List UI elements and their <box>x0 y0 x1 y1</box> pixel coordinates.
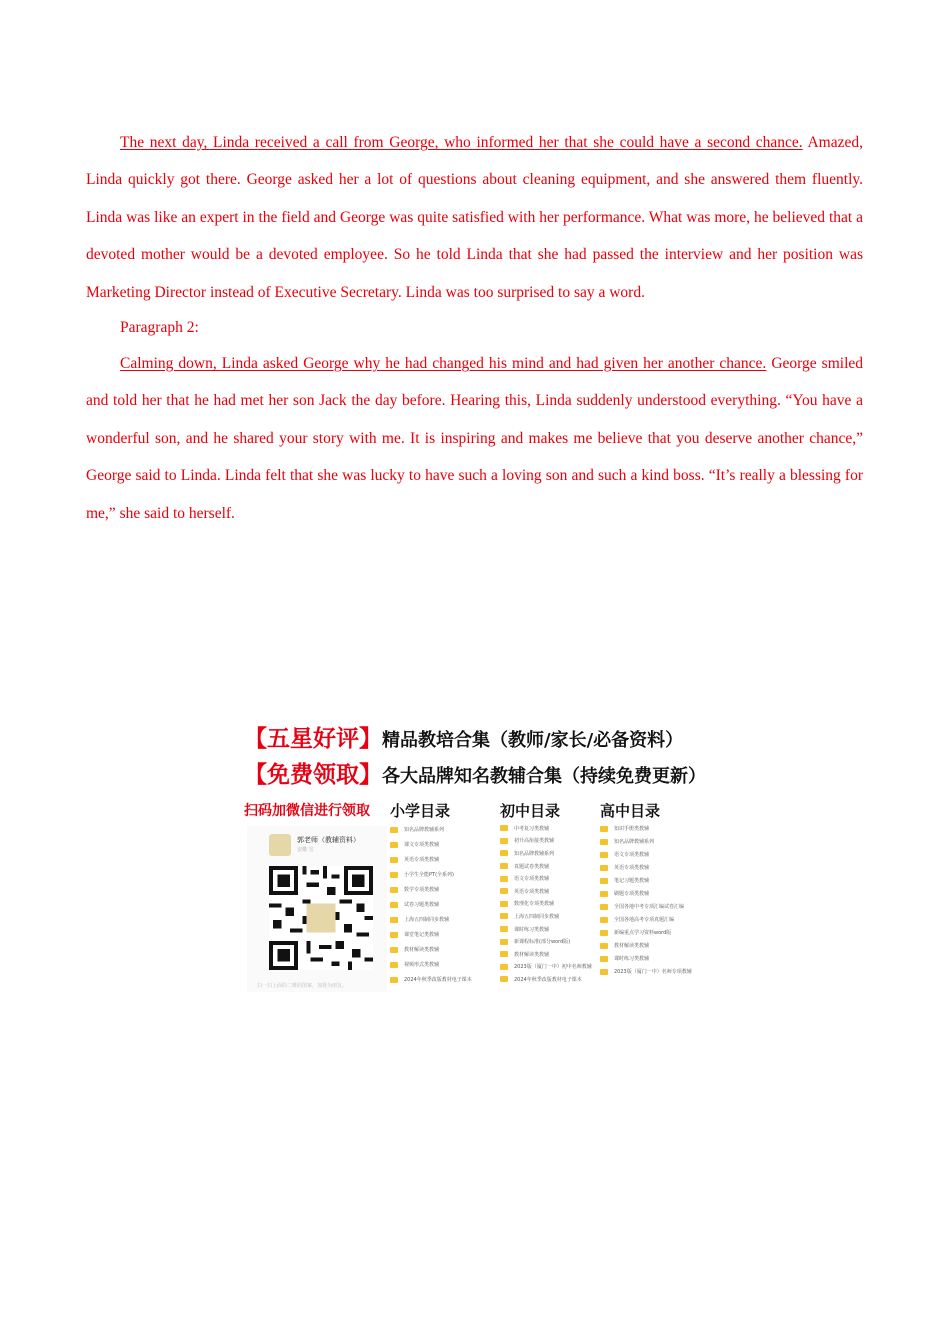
folder-icon <box>600 917 608 923</box>
banner-line-2-black: 各大品牌知名教辅合集（持续免费更新） <box>382 766 706 787</box>
list-item[interactable]: 知名品牌教辅系列 <box>600 835 692 848</box>
folder-icon <box>600 930 608 936</box>
qr-footer-text: 扫一扫上面的二维码图案，加我为朋友。 <box>257 983 348 989</box>
folder-icon <box>390 842 398 848</box>
folder-icon <box>600 943 608 949</box>
qr-contact-region: 安徽 宣 <box>297 847 314 853</box>
list-item[interactable]: 英语专项类教辅 <box>500 885 592 898</box>
list-item[interactable]: 数理化专项类教辅 <box>500 898 592 911</box>
paragraph-2-underlined: Calming down, Linda asked George why he had changed his mind and had given her another chance. <box>120 355 767 373</box>
folder-icon <box>500 913 508 919</box>
list-item[interactable]: 语文专项类教辅 <box>500 872 592 885</box>
folder-icon <box>390 977 398 983</box>
list-item[interactable]: 教材解读类教辅 <box>600 939 692 952</box>
folder-icon <box>500 825 508 831</box>
list-item[interactable]: 教材解读类教辅 <box>390 942 472 957</box>
list-item[interactable]: 2023版（厦门一中）初中名师教辅 <box>500 961 592 974</box>
folder-icon <box>500 850 508 856</box>
folder-icon <box>390 827 398 833</box>
document-body <box>86 124 863 532</box>
paragraph-1 <box>86 124 863 311</box>
list-primary <box>390 822 472 987</box>
paragraph-2-label: Paragraph 2: <box>120 319 199 337</box>
folder-icon <box>600 878 608 884</box>
banner-line-2 <box>244 758 708 794</box>
folder-icon <box>600 969 608 975</box>
folder-icon <box>390 857 398 863</box>
list-item[interactable]: 英语专项类教辅 <box>600 861 692 874</box>
list-item[interactable]: 试卷习题类教辅 <box>390 897 472 912</box>
list-item[interactable]: 小学生全能PT(全系列) <box>390 867 472 882</box>
folder-icon <box>500 876 508 882</box>
folder-icon <box>500 939 508 945</box>
qr-card <box>247 826 387 992</box>
list-item[interactable]: 知名品牌教辅系列 <box>390 822 472 837</box>
folder-icon <box>500 964 508 970</box>
scan-instruction: 扫码加微信进行领取 <box>244 803 370 819</box>
banner-line-2-red: 【免费领取】 <box>244 762 382 788</box>
banner-line-1-black: 精品教培合集（教师/家长/必备资料） <box>382 730 684 751</box>
list-item[interactable]: 课时练习类教辅 <box>500 923 592 936</box>
list-item[interactable]: 知识手册类教辅 <box>600 822 692 835</box>
list-item[interactable]: 2023版（厦门一中）名师专项教辅 <box>600 965 692 978</box>
folder-icon <box>390 887 398 893</box>
folder-icon <box>390 917 398 923</box>
list-item[interactable]: 2024年秋季改版教材电子课本 <box>500 973 592 986</box>
list-item[interactable]: 语文专项类教辅 <box>600 848 692 861</box>
list-item[interactable]: 新编重点学习资料word版 <box>600 926 692 939</box>
folder-icon <box>390 932 398 938</box>
col-title-junior: 初中目录 <box>500 802 561 820</box>
folder-icon <box>500 926 508 932</box>
folder-icon <box>500 901 508 907</box>
list-item[interactable]: 全国各地高考专项真题汇编 <box>600 913 692 926</box>
banner-line-1 <box>244 722 708 758</box>
folder-icon <box>390 902 398 908</box>
list-item[interactable]: 视频形式类教辅 <box>390 957 472 972</box>
folder-icon <box>500 976 508 982</box>
list-item[interactable]: 刷题专项类教辅 <box>600 887 692 900</box>
folder-icon <box>600 852 608 858</box>
folder-icon <box>390 872 398 878</box>
list-item[interactable]: 数学专项类教辅 <box>390 882 472 897</box>
folder-icon <box>500 863 508 869</box>
list-item[interactable]: 新课程标准(部分word版) <box>500 935 592 948</box>
banner-line-1-red: 【五星好评】 <box>244 726 382 752</box>
list-item[interactable]: 课堂笔记类教辅 <box>390 927 472 942</box>
list-senior <box>600 822 692 978</box>
folder-icon <box>500 838 508 844</box>
folder-icon <box>600 839 608 845</box>
col-title-primary: 小学目录 <box>390 802 451 820</box>
list-item[interactable]: 知名品牌教辅系列 <box>500 847 592 860</box>
folder-icon <box>600 865 608 871</box>
paragraph-2 <box>86 345 863 532</box>
folder-icon <box>390 962 398 968</box>
list-item[interactable]: 英语专项类教辅 <box>390 852 472 867</box>
folder-icon <box>500 951 508 957</box>
qr-contact-name: 郭老师（教辅资料） <box>297 836 360 844</box>
list-item[interactable]: 笔记习题类教辅 <box>600 874 692 887</box>
avatar <box>269 834 291 856</box>
folder-icon <box>390 947 398 953</box>
list-item[interactable]: 课文专项类教辅 <box>390 837 472 852</box>
folder-icon <box>600 891 608 897</box>
paragraph-1-text: Amazed, Linda quickly got there. George asked her a lot of questions about cleaning equipment, and she answered them fluently. Linda was like an expert in the field and George was quite satisfied with her performance. What was more, he believed that a devoted mother would be a devoted employee. So he told Linda that she had passed the interview and her position was Marketing Director instead of Executive Secretary. Linda was too surprised to say a word. <box>86 134 863 301</box>
banner-column-headers <box>244 800 708 822</box>
folder-icon <box>500 888 508 894</box>
list-item[interactable]: 上海五四制同步教辅 <box>500 910 592 923</box>
list-item[interactable]: 课时练习类教辅 <box>600 952 692 965</box>
list-item[interactable]: 上海五四制同步教辅 <box>390 912 472 927</box>
paragraph-1-underlined: The next day, Linda received a call from George, who informed her that she could have a second chance. <box>120 134 803 151</box>
col-title-senior: 高中目录 <box>600 802 661 820</box>
list-item[interactable]: 教材解读类教辅 <box>500 948 592 961</box>
list-item[interactable]: 全国各地中考专项汇编试卷汇编 <box>600 900 692 913</box>
folder-icon <box>600 826 608 832</box>
list-item[interactable]: 中考复习类教辅 <box>500 822 592 835</box>
list-item[interactable]: 真题试卷类教辅 <box>500 860 592 873</box>
list-junior <box>500 822 592 986</box>
qr-code-icon[interactable] <box>269 866 373 970</box>
folder-icon <box>600 956 608 962</box>
paragraph-2-text: George smiled and told her that he had met her son Jack the day before. Hearing this, Linda suddenly understood everything. “You have a wonderful son, and he shared your story with me. It is inspiring and makes me believe that you deserve another chance,” George said to Linda. Linda felt that she was lucky to have such a loving son and such a kind boss. “It’s really a blessing for me,” she said to herself. <box>86 355 863 522</box>
promo-banner <box>244 722 708 992</box>
folder-icon <box>600 904 608 910</box>
list-item[interactable]: 2024年秋季改版教材电子课本 <box>390 972 472 987</box>
list-item[interactable]: 初升高衔接类教辅 <box>500 835 592 848</box>
